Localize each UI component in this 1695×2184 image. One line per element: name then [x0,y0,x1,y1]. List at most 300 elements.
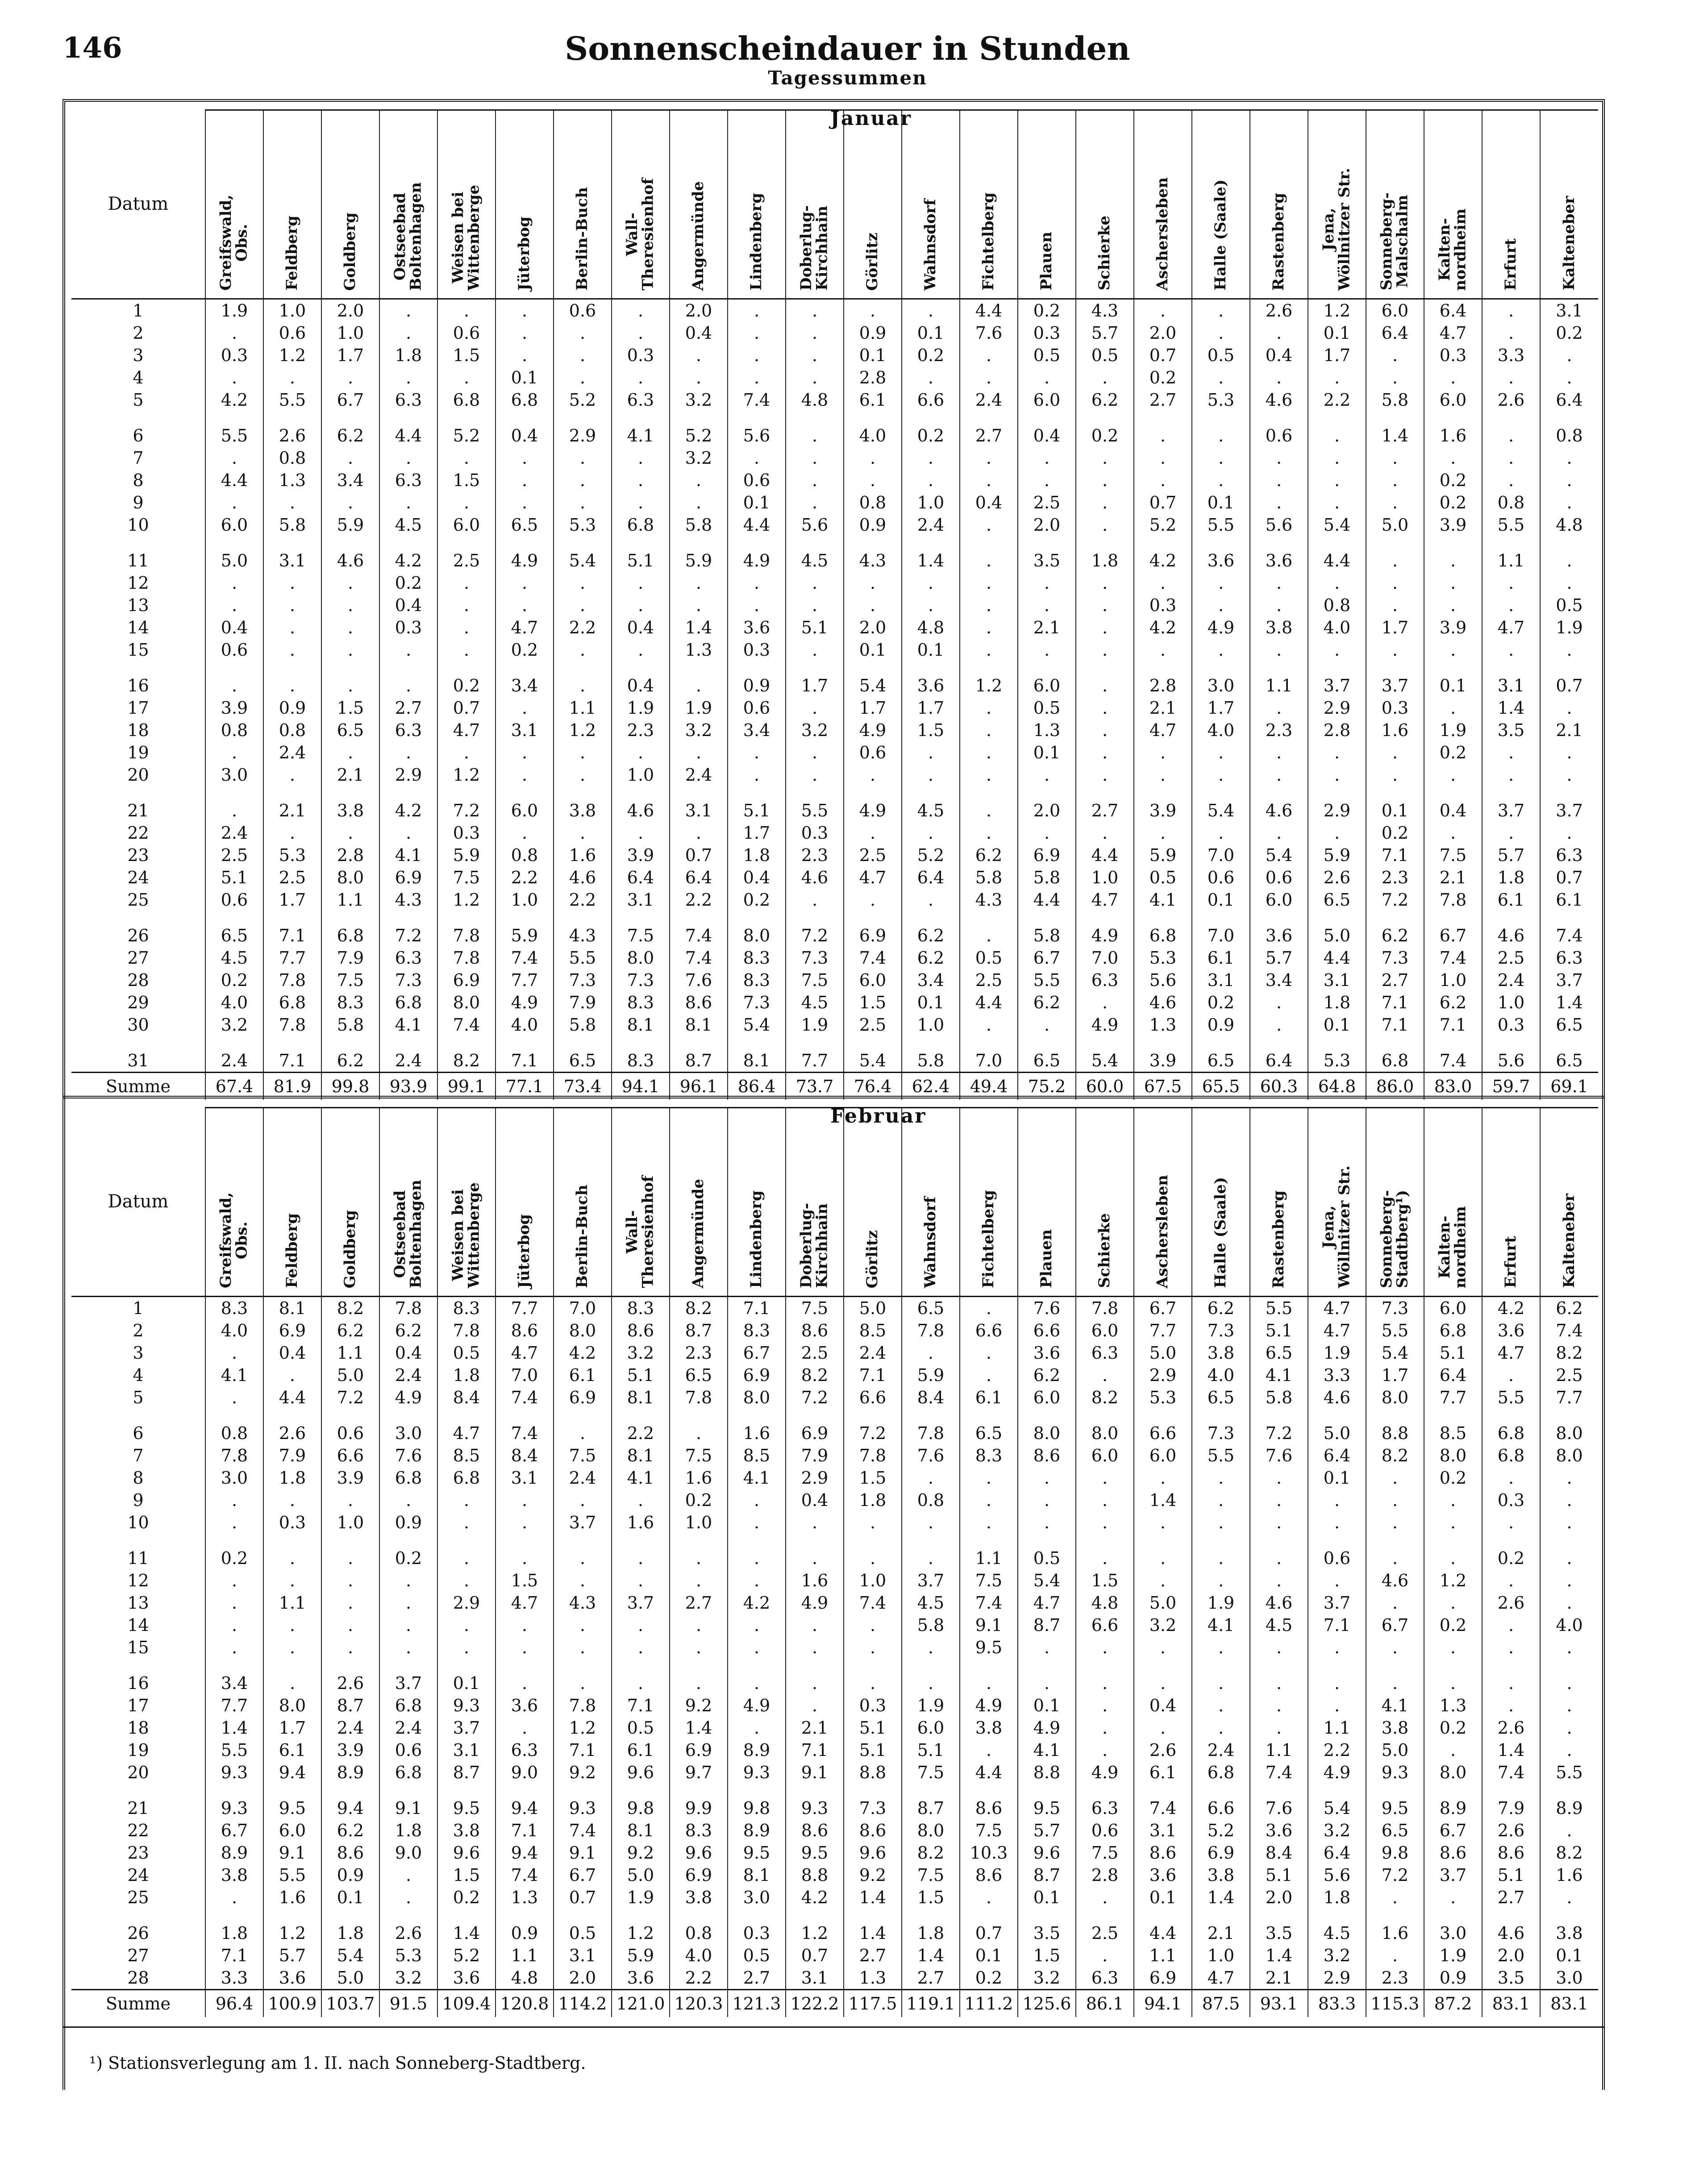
table-cell: 1.0 [1424,969,1482,991]
table-cell: 5.2 [437,1944,496,1967]
table-cell: . [1366,1886,1424,1909]
table-cell: 6.2 [321,1319,379,1342]
table-cell: 7.4 [1424,947,1482,969]
table-cell: 9.6 [844,1842,902,1864]
table-cell: 8.4 [496,1444,554,1467]
table-cell: 6.1 [1482,889,1540,911]
table-cell: 3.7 [1424,1864,1482,1886]
table-cell: 8.0 [728,924,786,947]
table-cell: 0.1 [844,344,902,366]
table-cell: . [960,1672,1018,1694]
table-cell: 4.1 [379,844,437,866]
table-cell: 6.4 [612,866,670,889]
table-cell: 8.0 [437,991,496,1014]
table-cell: 4.5 [902,1592,960,1614]
table-cell: . [437,572,496,594]
table-cell: 1.9 [612,1886,670,1909]
table-cell: 1.1 [321,1342,379,1364]
table-cell: 2.5 [844,844,902,866]
table-cell: 2.9 [1308,799,1366,822]
table-cell: 6.9 [379,866,437,889]
table-cell: . [1566,368,1572,387]
table-cell: 7.8 [205,1444,263,1467]
table-cell: 1.0 [496,889,554,911]
table-cell: . [437,1636,496,1659]
table-cell: . [786,1547,844,1569]
table-cell: . [1366,1489,1424,1511]
table-cell: . [1076,1944,1134,1967]
table-cell: 5.7 [1482,844,1540,866]
table-cell: 7.4 [670,947,728,969]
table-cell: 4.0 [1192,719,1250,741]
table-cell: 5.6 [1308,1864,1366,1886]
station-name: Schierke [1095,216,1114,291]
table-cell: . [786,594,844,616]
table-cell: . [612,1547,670,1569]
table-cell: 3.1 [1556,301,1583,320]
day-number: 5 [71,389,205,411]
table-cell: 4.7 [1018,1592,1076,1614]
table-cell: 3.1 [1134,1819,1192,1842]
table-cell: . [1192,424,1250,447]
table-cell: . [960,1467,1018,1489]
table-cell: 4.5 [1250,1614,1308,1636]
februar-table [71,1107,1598,2017]
table-cell: . [379,741,437,764]
sum-cell: 125.6 [1018,1990,1076,2018]
station-header [1366,1108,1424,1297]
table-cell: 0.6 [728,469,786,491]
table-cell: . [1076,991,1134,1014]
table-cell: 8.0 [902,1819,960,1842]
table-row [71,1842,1598,1864]
sum-cell: 83.1 [1540,1990,1598,2018]
table-cell: 4.1 [728,1467,786,1489]
table-cell: 1.0 [612,764,670,786]
table-cell: . [1192,639,1250,661]
table-cell: 7.2 [1366,1864,1424,1886]
table-cell: . [960,1489,1018,1511]
station-name: Goldberg [341,1210,359,1288]
table-cell: . [379,1569,437,1592]
table-cell: 2.7 [670,1592,728,1614]
table-cell: 2.5 [1076,1922,1134,1944]
table-cell: . [1192,1467,1250,1489]
table-cell: 2.6 [1250,299,1308,322]
table-cell: 3.9 [321,1467,379,1489]
table-cell: . [1308,822,1366,844]
table-cell: . [670,366,728,389]
table-cell: 7.5 [554,1444,612,1467]
table-cell: 8.6 [612,1319,670,1342]
station-header [786,110,844,299]
table-cell: . [1424,572,1482,594]
table-cell: 8.6 [960,1864,1018,1886]
station-name: Sonneberg- Malschalm [1378,192,1412,291]
table-cell: 1.0 [902,491,960,514]
station-header [728,1108,786,1297]
table-cell: 1.2 [554,1717,612,1739]
table-row [71,1297,1598,1320]
table-cell: . [902,764,960,786]
table-cell: 1.3 [1018,719,1076,741]
row-gap [71,661,1598,674]
table-cell: 5.5 [1482,514,1540,536]
table-cell: 0.7 [960,1922,1018,1944]
table-cell: 0.1 [1018,741,1076,764]
table-cell: 3.7 [902,1569,960,1592]
table-cell: . [960,924,1018,947]
table-cell: 4.4 [960,1761,1018,1784]
table-cell: 7.9 [554,991,612,1014]
table-cell: 6.1 [844,389,902,411]
table-cell: . [1308,1511,1366,1534]
table-cell: 6.9 [263,1319,321,1342]
table-row [71,1319,1598,1342]
table-cell: 9.5 [437,1797,496,1819]
table-cell: 1.9 [1308,1342,1366,1364]
table-cell: 3.8 [960,1717,1018,1739]
table-cell: 3.3 [205,1967,263,1990]
table-cell: 7.5 [670,1444,728,1467]
table-cell: . [321,447,379,469]
station-name: Rastenberg [1270,1190,1288,1288]
table-cell: . [1566,1513,1572,1532]
table-cell: . [321,1636,379,1659]
sum-cell: 120.8 [496,1990,554,2018]
table-cell: 6.3 [612,389,670,411]
table-cell: . [1018,1467,1076,1489]
station-header [1192,1108,1250,1297]
table-cell: . [1192,447,1250,469]
table-cell: . [1134,639,1192,661]
table-cell: 3.4 [321,469,379,491]
day-number: 27 [71,947,205,969]
table-cell: 2.5 [844,1014,902,1036]
day-number: 13 [71,594,205,616]
table-cell: 3.5 [1482,1967,1540,1990]
table-cell: 9.4 [321,1797,379,1819]
table-cell: 7.4 [844,1592,902,1614]
table-cell: . [1250,447,1308,469]
table-cell: 0.2 [670,1489,728,1511]
table-cell: . [263,1636,321,1659]
table-cell: 5.8 [902,1049,960,1073]
station-header [670,110,728,299]
table-cell: . [1566,1490,1572,1510]
table-cell: 9.8 [728,1797,786,1819]
table-cell: . [1366,469,1424,491]
day-number: 12 [71,1569,205,1592]
table-cell: 1.7 [902,697,960,719]
table-cell: . [321,1592,379,1614]
table-cell: 5.5 [205,424,263,447]
table-cell: 4.9 [844,799,902,822]
table-cell: 8.4 [902,1386,960,1409]
table-cell: 6.0 [1134,1444,1192,1467]
table-cell: 3.0 [205,764,263,786]
table-cell: 2.5 [1018,491,1076,514]
table-cell: 6.6 [902,389,960,411]
table-cell: 6.3 [1556,948,1583,968]
table-cell: . [379,299,437,322]
table-cell: 5.0 [1134,1342,1192,1364]
table-cell: 0.8 [902,1489,960,1511]
table-cell: . [1424,764,1482,786]
table-cell: 7.4 [496,947,554,969]
table-cell: 6.0 [1366,299,1424,322]
sum-cell: 100.9 [263,1990,321,2018]
table-cell: 4.6 [321,549,379,572]
station-header [379,110,437,299]
table-cell: 4.4 [960,299,1018,322]
table-cell: 0.1 [1366,799,1424,822]
day-number: 25 [71,889,205,911]
table-cell: 4.6 [612,799,670,822]
table-cell: 7.1 [205,1944,263,1967]
table-cell: . [670,822,728,844]
day-number: 24 [71,1864,205,1886]
station-header [844,1108,902,1297]
table-cell: 2.4 [1482,969,1540,991]
table-cell: 1.2 [960,674,1018,697]
table-row [71,1049,1598,1073]
sum-cell: 60.3 [1250,1073,1308,1100]
table-cell: 2.5 [960,969,1018,991]
table-cell: 3.1 [496,719,554,741]
table-cell: 4.9 [1018,1717,1076,1739]
table-cell: 7.9 [263,1444,321,1467]
table-cell: 2.8 [1308,719,1366,741]
table-cell: . [379,1864,437,1886]
table-cell: . [670,1547,728,1569]
table-row [71,1819,1598,1842]
table-cell: 1.6 [786,1569,844,1592]
station-header [1134,110,1192,299]
table-cell: . [379,1636,437,1659]
table-cell: 5.4 [844,674,902,697]
table-cell: 5.8 [960,866,1018,889]
table-cell: 1.1 [1134,1944,1192,1967]
table-cell: . [437,639,496,661]
table-cell: 3.2 [786,719,844,741]
table-cell: 7.8 [844,1444,902,1467]
table-cell: 4.1 [1366,1694,1424,1717]
table-cell: 5.4 [1192,799,1250,822]
table-cell: 7.6 [960,322,1018,344]
sum-cell: 62.4 [902,1073,960,1100]
day-number: 4 [71,1364,205,1386]
table-cell: 7.2 [786,1386,844,1409]
day-number: 18 [71,1717,205,1739]
table-cell: . [1250,1569,1308,1592]
table-cell: 1.9 [902,1694,960,1717]
row-gap [71,911,1598,924]
table-cell: 5.2 [670,424,728,447]
table-cell: . [554,1614,612,1636]
table-cell: . [612,469,670,491]
table-cell: . [902,1672,960,1694]
table-cell: 6.4 [670,866,728,889]
table-cell: . [1566,743,1572,762]
table-cell: 1.9 [1556,618,1583,637]
table-cell: 5.1 [205,866,263,889]
table-cell: . [1308,1569,1366,1592]
table-cell: 7.7 [263,947,321,969]
table-cell: 0.3 [379,616,437,639]
table-cell: . [1076,1364,1134,1386]
table-cell: . [554,1672,612,1694]
table-cell: . [844,889,902,911]
station-header [1076,1108,1134,1297]
table-cell: . [1308,572,1366,594]
table-cell: 7.5 [437,866,496,889]
table-cell: . [728,1614,786,1636]
table-cell: 1.7 [844,697,902,719]
table-cell: 6.2 [1424,991,1482,1014]
table-cell: 0.9 [321,1864,379,1886]
table-cell: 8.2 [321,1297,379,1320]
table-row [71,1967,1598,1990]
table-cell: 1.0 [1076,866,1134,889]
table-cell: . [1308,1672,1366,1694]
table-cell: 1.7 [1366,616,1424,639]
table-cell: . [1482,299,1540,322]
table-cell: 1.7 [321,344,379,366]
table-cell: . [379,366,437,389]
table-cell: . [263,764,321,786]
table-cell: 1.0 [263,299,321,322]
table-cell: 6.5 [321,719,379,741]
table-cell: 0.2 [902,424,960,447]
table-cell: 6.9 [728,1364,786,1386]
table-row [71,1797,1598,1819]
table-cell: 4.8 [902,616,960,639]
table-cell: . [1424,1636,1482,1659]
datum-header: Datum [71,110,205,299]
table-cell: 5.3 [1134,1386,1192,1409]
table-cell: 0.6 [844,741,902,764]
table-cell: 6.2 [321,424,379,447]
station-name: Berlin-Buch [573,187,591,291]
station-header [1134,1108,1192,1297]
table-cell: 0.2 [1134,366,1192,389]
table-cell: . [1366,1672,1424,1694]
sum-cell: 91.5 [379,1990,437,2018]
table-cell: . [1192,572,1250,594]
sum-cell: 69.1 [1540,1073,1598,1100]
footnote: ¹) Stationsverlegung am 1. II. nach Sonneberg-Stadtberg. [89,2053,586,2073]
table-cell: . [554,469,612,491]
table-cell: 7.5 [786,1297,844,1320]
station-name: Doberlug- Kirchhain [797,1202,831,1288]
table-cell: . [1076,616,1134,639]
table-row [71,1444,1598,1467]
table-cell: 4.9 [728,1694,786,1717]
table-cell: 6.7 [1424,1819,1482,1842]
station-name: Berlin-Buch [573,1185,591,1288]
table-cell: 2.9 [554,424,612,447]
station-name: Greifswald, Obs. [217,194,251,291]
table-cell: . [670,594,728,616]
table-cell: 6.0 [1076,1444,1134,1467]
table-cell: 1.2 [1424,1569,1482,1592]
table-cell: 6.9 [844,924,902,947]
table-cell: . [1366,639,1424,661]
table-cell: 9.5 [1366,1797,1424,1819]
table-cell: 2.4 [205,1049,263,1073]
table-cell: . [1482,594,1540,616]
table-cell: . [554,822,612,844]
day-number: 14 [71,616,205,639]
table-cell: . [321,572,379,594]
table-cell: 3.1 [670,799,728,822]
table-cell: 5.3 [1192,389,1250,411]
table-cell: . [1076,447,1134,469]
station-name: Jüterbog [515,216,533,291]
table-cell: 6.3 [1076,969,1134,991]
table-cell: 2.8 [1134,674,1192,697]
table-cell: . [960,719,1018,741]
table-cell: 4.0 [205,1319,263,1342]
table-cell: 4.7 [1076,889,1134,911]
table-cell: . [321,674,379,697]
table-cell: 4.1 [1134,889,1192,911]
station-header [902,110,960,299]
table-cell: 7.8 [437,1319,496,1342]
table-cell: . [1482,1467,1540,1489]
table-cell: 0.4 [263,1342,321,1364]
day-number: 17 [71,1694,205,1717]
station-name: Jena, Wöllnitzer Str. [1320,168,1354,291]
table-cell: 1.2 [786,1922,844,1944]
day-number: 1 [71,1297,205,1320]
table-cell: . [612,741,670,764]
table-cell: 4.5 [379,514,437,536]
table-cell: 0.4 [1018,424,1076,447]
table-cell: 7.7 [205,1694,263,1717]
table-cell: 0.5 [1192,344,1250,366]
table-cell: . [263,594,321,616]
station-header [786,1108,844,1297]
table-cell: 8.1 [612,1386,670,1409]
table-cell: . [1134,741,1192,764]
table-cell: . [1192,1489,1250,1511]
table-cell: 0.1 [1556,1946,1583,1965]
table-cell: 6.8 [379,1761,437,1784]
table-cell: 1.0 [1482,991,1540,1014]
day-number: 22 [71,822,205,844]
table-cell: 1.9 [205,299,263,322]
table-cell: 4.4 [1076,844,1134,866]
station-header [1018,110,1076,299]
table-cell: . [554,322,612,344]
table-row [71,1014,1598,1036]
table-row [71,866,1598,889]
table-cell: 4.8 [1556,515,1583,535]
table-cell: 4.6 [1134,991,1192,1014]
table-row [71,1569,1598,1592]
table-cell: 3.8 [1192,1864,1250,1886]
table-cell: . [786,322,844,344]
table-row [71,991,1598,1014]
table-cell: 6.9 [554,1386,612,1409]
table-row [71,1717,1598,1739]
table-cell: 4.5 [786,991,844,1014]
table-cell: 8.7 [1018,1614,1076,1636]
table-cell: 4.9 [786,1592,844,1614]
table-cell: . [1192,1672,1250,1694]
